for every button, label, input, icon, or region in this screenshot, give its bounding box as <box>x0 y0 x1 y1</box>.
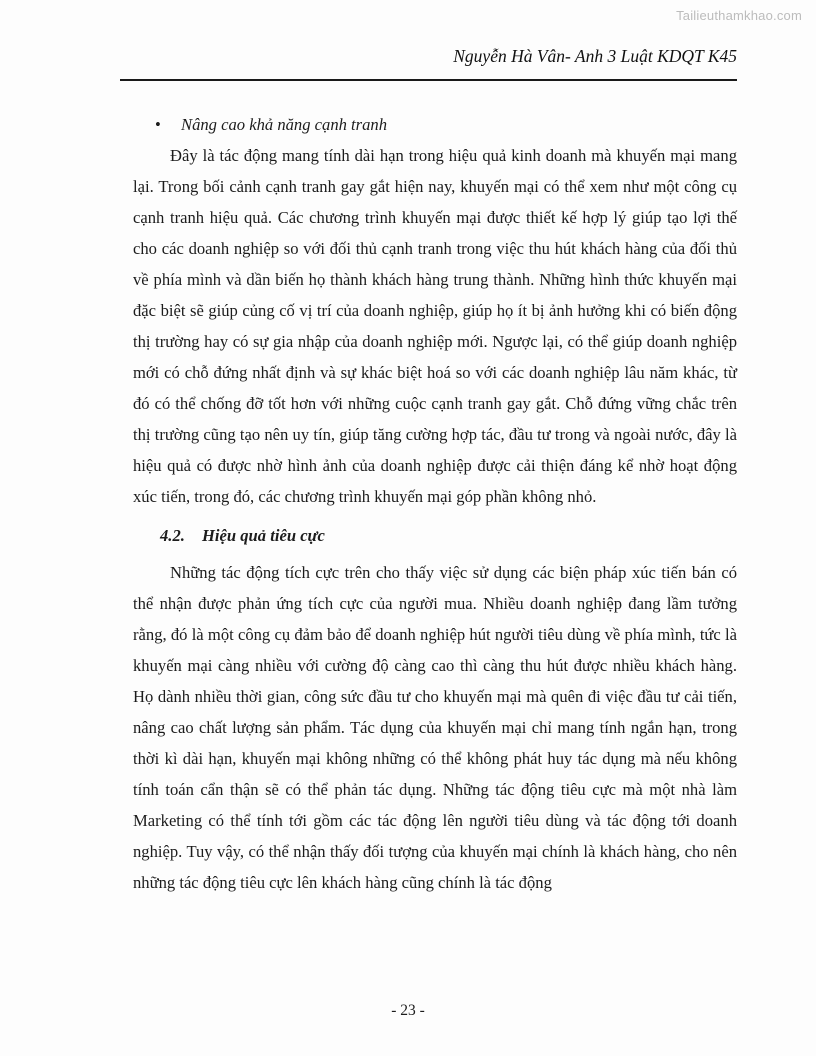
document-content <box>133 109 737 898</box>
bullet-icon: • <box>155 115 161 134</box>
paragraph-1: Đây là tác động mang tính dài hạn trong hiệu quả kinh doanh mà khuyến mại mang lại. Trong bối cảnh cạnh tranh gay gắt hiện nay, khuyến mại có thể xem như một công cụ cạnh tranh hiệu quả. Các chương trình khuyến mại được thiết kế hợp lý giúp tạo lợi thế cho các doanh nghiệp so với đối thủ cạnh tranh trong việc thu hút khách hàng của đối thủ về phía mình và dần biến họ thành khách hàng trung thành. Những hình thức khuyến mại đặc biệt sẽ giúp củng cố vị trí của doanh nghiệp, giúp họ ít bị ảnh hưởng khi có biến động thị trường hay có sự gia nhập của doanh nghiệp mới. Ngược lại, có thể giúp doanh nghiệp mới có chỗ đứng nhất định và sự khác biệt hoá so với các doanh nghiệp lâu năm khác, từ đó có thể chống đỡ tốt hơn với những cuộc cạnh tranh gay gắt. Chỗ đứng vững chắc trên thị trường cũng tạo nên uy tín, giúp tăng cường hợp tác, đầu tư trong và ngoài nước, đây là hiệu quả có được nhờ hình ảnh của doanh nghiệp được cải thiện đáng kể nhờ hoạt động xúc tiến, trong đó, các chương trình khuyến mại góp phần không nhỏ. <box>133 146 737 506</box>
bullet-item-text: Nâng cao khả năng cạnh tranh <box>181 115 388 134</box>
section-title: Hiệu quả tiêu cực <box>202 526 325 545</box>
watermark-text: Tailieuthamkhao.com <box>676 8 802 23</box>
page-number: - 23 - <box>391 1002 425 1019</box>
paragraph-2: Những tác động tích cực trên cho thấy việc sử dụng các biện pháp xúc tiến bán có thể nhận được phản ứng tích cực của người mua. Nhiều doanh nghiệp đang lầm tưởng rằng, đó là một công cụ đảm bảo để doanh nghiệp hút người tiêu dùng về phía mình, tức là khuyến mại càng nhiều với cường độ càng cao thì càng thu hút được nhiều khách hàng. Họ dành nhiều thời gian, công sức đầu tư cho khuyến mại mà quên đi việc đầu tư cải tiến, nâng cao chất lượng sản phẩm. Tác dụng của khuyến mại chỉ mang tính ngắn hạn, trong thời kì dài hạn, khuyến mại không những có thể không phát huy tác dụng mà nếu không tính toán cẩn thận sẽ có thể phản tác dụng. Những tác động tiêu cực mà một nhà làm Marketing có thể tính tới gồm các tác động lên người tiêu dùng và tác động tới doanh nghiệp. Tuy vậy, có thể nhận thấy đối tượng của khuyến mại chính là khách hàng, cho nên những tác động tiêu cực lên khách hàng cũng chính là tác động <box>133 563 737 892</box>
bullet-item <box>133 109 737 140</box>
page-header <box>120 46 737 81</box>
section-heading <box>160 520 737 551</box>
section-number: 4.2. <box>160 526 185 545</box>
header-author: Nguyễn Hà Vân- Anh 3 Luật KDQT K45 <box>453 46 737 66</box>
